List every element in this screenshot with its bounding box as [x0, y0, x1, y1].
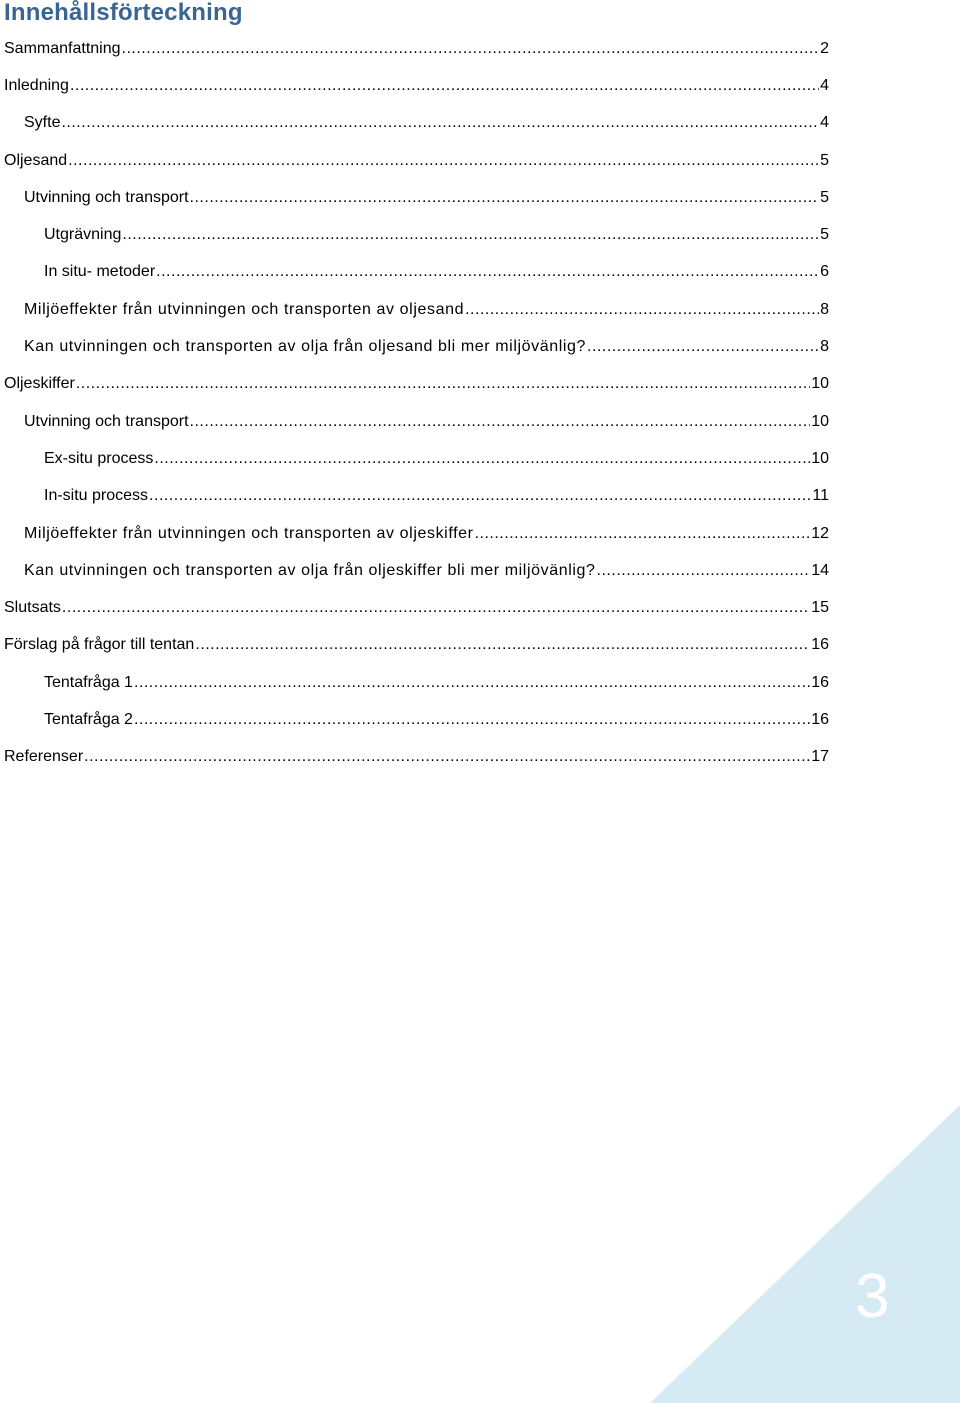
toc-entry[interactable]	[0, 216, 960, 253]
toc-entry[interactable]	[0, 403, 960, 440]
toc-page-number: 4	[820, 114, 829, 132]
toc-dot-leader	[84, 747, 810, 767]
toc-page-number: 10	[811, 412, 829, 430]
toc-entry-text: In-situ process	[44, 487, 149, 505]
toc-entry-text: Utvinning och transport	[24, 412, 189, 430]
toc-entry[interactable]	[0, 627, 960, 664]
toc-title: Innehållsförteckning	[4, 0, 243, 26]
toc-page-number: 6	[820, 263, 829, 281]
toc-page-number: 11	[812, 487, 829, 505]
toc-entry-text: Referenser	[4, 748, 84, 766]
toc-entry-text: Sammanfattning	[4, 39, 121, 57]
toc-dot-leader	[70, 76, 819, 96]
toc-entry-text: Slutsats	[4, 599, 61, 617]
toc-page-number: 15	[811, 599, 829, 617]
toc-entry-text: Syfte	[24, 114, 61, 132]
toc-dot-leader	[195, 635, 810, 655]
toc-page-number: 2	[820, 39, 829, 57]
toc-entry[interactable]	[0, 589, 960, 626]
toc-entry-text: Kan utvinningen och transporten av olja från oljesand bli mer miljövänlig?	[24, 338, 587, 356]
toc-entry[interactable]	[0, 291, 960, 328]
toc-dot-leader	[154, 449, 810, 469]
toc-entry[interactable]	[0, 142, 960, 179]
toc-entry-text: Miljöeffekter från utvinningen och transporten av oljesand	[24, 300, 465, 318]
toc-entry[interactable]	[0, 179, 960, 216]
toc-dot-leader	[76, 374, 810, 394]
toc-page-number: 12	[811, 524, 829, 542]
toc-page-number: 5	[820, 188, 829, 206]
toc-entry-text: Kan utvinningen och transporten av olja från oljeskiffer bli mer miljövänlig?	[24, 561, 596, 579]
toc-dot-leader	[190, 188, 820, 208]
toc-dot-leader	[190, 412, 811, 432]
toc-entry[interactable]	[0, 440, 960, 477]
toc-entry-text: Förslag på frågor till tentan	[4, 636, 195, 654]
toc-dot-leader	[122, 225, 819, 245]
toc-dot-leader	[134, 673, 810, 693]
toc-dot-leader	[465, 300, 819, 320]
table-of-contents	[0, 30, 960, 776]
toc-entry[interactable]	[0, 478, 960, 515]
toc-page-number: 5	[820, 151, 829, 169]
toc-entry[interactable]	[0, 366, 960, 403]
toc-dot-leader	[149, 486, 811, 506]
toc-page-number: 16	[811, 673, 829, 691]
toc-page-number: 14	[811, 561, 829, 579]
toc-entry-text: Tentafråga 1	[44, 673, 133, 691]
corner-triangle-decoration	[650, 1105, 960, 1403]
toc-dot-leader	[134, 710, 810, 730]
toc-page-number: 5	[820, 226, 829, 244]
toc-entry[interactable]	[0, 105, 960, 142]
toc-entry[interactable]	[0, 67, 960, 104]
toc-dot-leader	[61, 113, 819, 133]
toc-page-number: 10	[811, 449, 829, 467]
toc-entry[interactable]	[0, 254, 960, 291]
toc-dot-leader	[587, 337, 819, 357]
toc-entry[interactable]	[0, 515, 960, 552]
toc-entry[interactable]	[0, 30, 960, 67]
toc-entry-text: Ex-situ process	[44, 449, 154, 467]
toc-entry-text: Miljöeffekter från utvinningen och transporten av oljeskiffer	[24, 524, 474, 542]
toc-page-number: 8	[820, 338, 829, 356]
toc-entry-text: Utgrävning	[44, 226, 122, 244]
toc-entry-text: Utvinning och transport	[24, 188, 189, 206]
toc-entry-text: Oljesand	[4, 151, 68, 169]
toc-entry[interactable]	[0, 328, 960, 365]
page-number: 3	[855, 1262, 890, 1331]
toc-entry[interactable]	[0, 739, 960, 776]
toc-page-number: 16	[811, 710, 829, 728]
toc-entry[interactable]	[0, 664, 960, 701]
toc-dot-leader	[68, 151, 819, 171]
toc-dot-leader	[62, 598, 810, 618]
toc-dot-leader	[122, 39, 820, 59]
toc-entry-text: In situ- metoder	[44, 263, 156, 281]
toc-entry[interactable]	[0, 552, 960, 589]
toc-page-number: 17	[811, 748, 829, 766]
toc-page-number: 8	[820, 300, 829, 318]
toc-page-number: 16	[811, 636, 829, 654]
toc-dot-leader	[156, 262, 819, 282]
toc-page-number: 4	[820, 76, 829, 94]
toc-entry-text: Inledning	[4, 76, 69, 94]
toc-entry[interactable]	[0, 701, 960, 738]
toc-dot-leader	[597, 561, 811, 581]
toc-dot-leader	[475, 524, 811, 544]
toc-entry-text: Oljeskiffer	[4, 375, 75, 393]
toc-entry-text: Tentafråga 2	[44, 710, 133, 728]
toc-page-number: 10	[811, 375, 829, 393]
